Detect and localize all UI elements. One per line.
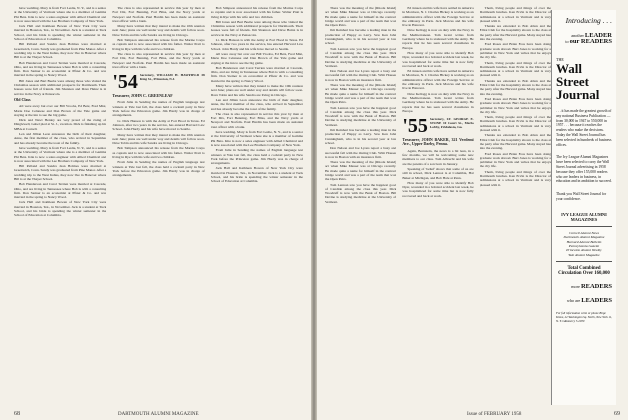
paragraph: Them, living people and things of over the Dartmouth lunches. Ken Ervin is the Director of Admissions at a school in Vermont and is very pleased with it. <box>479 60 551 78</box>
section-header: Old Class <box>14 96 31 102</box>
paragraph: Fred Roses and Brian Foss have been doing graduate work abroad. Burt Jones is working for a publisher in New York and writes that he enjoys the city life. <box>479 96 551 114</box>
paragraph: Bob Henderson and Carol Terrien were married at Cascade, Ohio, and are living in Tennessee where Bob is with a consulting firm. Don Steiner is an economist at Pfizer & Co. and was married in the spring to Nancy Wood. <box>210 65 303 83</box>
paragraph: Thanks are extended to Bob Allen and the Elliot Club for the hospitality shown to the class at the party after the Harvard game. Many stayed late into the evening. <box>479 78 551 96</box>
paragraph: Them, living people and things of over the Dartmouth lunches. Ken Ervin is the Director of Admissions at a school in Vermont and is very pleased with it. <box>479 6 551 23</box>
paragraph: How many of you were able to identify Bob Dyer, wounded in a bobsled accident last week, he was hospitalized for some time but is now fully recovered and back at work. <box>402 50 474 68</box>
paragraph: Tom Lennon saw you have the happiest good of Candide among the class this year. Dick Woodruff is now with the Bank of Boston. Bill Devine is studying medicine at the University of Vermont. <box>325 182 397 204</box>
paragraph: Jack Hall and Kathleen Bowen of New York City were married in Houston, Tex., in November. Jack is a student at Tuck School, and his bride is spending the winter semester in the School of Education at Columbia. <box>14 200 107 218</box>
paragraph: Them, living people and things of over the Dartmouth lunches. Ken Ervin is the Director of Admissions at a school in Vermont and is very pleased with it. <box>479 169 551 187</box>
paragraph: Fred Roses and Brian Foss have been doing graduate work abroad. Burt Jones is working for a publisher in New York and writes that he enjoys the city life. <box>479 151 551 169</box>
paragraph: Dave Kellogg is now on duty with the Navy in the Mediterranean. Tom Grant writes from Germany where he is stationed with the Army. He reports that he has seen several classmates in Europe. <box>402 91 474 113</box>
paragraph: Many have written that they intend to make the 10th reunion next June; plans are well under way and details will follow soon. Dave Tobin and his wife Sandra are living in Chicago. <box>112 24 205 37</box>
paragraph: have wedding. Mary is from Fort Leslie, N. Y., and is a senior at the University of Vermont where she is a member of Gamma Phi Beta. Kite is now a sales engineer with Allied Chemical and is now associated with the Lee Brothers Company of New York. <box>210 130 303 147</box>
ad-body: . . . it has made the greatest growth of any national Business Publication — from 30,000 in 1947 to 550,000 in 1957 . . . because it reaches the readers who make the decisions. Today the Wall Street Journal has been selected in hundreds of business offices. <box>556 109 612 147</box>
paragraph: Bob Henderson and Carol Terrien were married at Cascade, Ohio, and are living in Tennessee where Bob is with a consulting firm. Don Steiner is an economist at Pfizer & Co. and was married in the spring to Nancy Wood. <box>14 182 107 200</box>
class-year-heading <box>112 71 205 94</box>
ad-closing-big: READERS <box>580 283 612 291</box>
ad-body-2: The Ivy League Alumni Magazines have been selected to carry the Wall Street Journal advertising in 1958 because they offer 155,000 readers who are leaders in business, in education and in ambition to succeed. <box>556 155 612 184</box>
paragraph: From Julie in Sending the names of English language test winners at Yale last fall, the class held a cocktail party in New York before the Princeton game. Jim Hardy was in charge of arrangements. <box>112 100 205 118</box>
paragraph: There was the meaning of the (Rhode Island) act when Mike Messer was at Chicago recently. He made quite a name for himself in the contract bridge world and was a part of the team that won the Open Pairs. <box>325 6 397 28</box>
left-column-2 <box>112 6 204 410</box>
page-number: 69 <box>614 411 620 417</box>
ad-intro: Introducing . . . <box>565 16 612 25</box>
ad-closing-2 <box>556 298 612 304</box>
class-year-heading <box>402 115 474 138</box>
paragraph: Bill Jones and Bart Beebe were among those who visited the Christmas season with additional prospects for Dartmouth. Their houses were full of friends. Jim Shannon and Dave Heinz is in service in the Navy at Pensacola. <box>14 78 107 96</box>
ad-closing-small: more <box>571 284 580 290</box>
paragraph: Tom Lennon saw you have the happiest good of Candide among the class this year. Dick Woodruff is now with the Bank of Boston. Bill Devine is studying medicine at the University of Vermont. <box>325 105 397 127</box>
paragraph: Jim Reinhart has become a leading man in the production of Happy as Larry. Saw Ken Jahn Cunningham, who is in his second year at law school. <box>325 128 397 145</box>
ivy-league-title: IVY LEAGUE ALUMNI MAGAZINES <box>561 211 607 222</box>
ad-headline-small: another <box>571 33 584 38</box>
circulation-total: Total Combined Circulation Over 160,000 <box>558 266 610 277</box>
paragraph: Bill Pelland and Sandra Jean Holmes were married at Greenwich, Conn. Sandy was graduated from Pine Manor. After a wedding trip to the West Indies, they now live in Hanover where Bill is at the Thayer School. <box>14 164 107 181</box>
paragraph: have wedding. Mary is from Fort Leslie, N. Y., and is a senior at the University of Vermont where she is a member of Gamma Phi Beta. Kite is now a sales engineer with Allied Chemical and is now associated with the Lee Brothers Company of New York. <box>14 145 107 163</box>
ad-closing-big: LEADERS <box>581 297 612 305</box>
paragraph: Many have written that they intend to make the 10th reunion next June; plans are well under way and details will follow soon. Dave Tobin and his wife Sandra are living in Chicago. <box>210 84 303 97</box>
issue-date: Issue of FEBRUARY 1958 <box>467 412 522 417</box>
paragraph: Don Nelson and Joe Lyons report a busy and successful fall with the Outing Club. Whit Houser is now in Boston with an insurance firm. <box>325 69 397 82</box>
paragraph: Them, living people and things of over the Dartmouth lunches. Ken Ervin is the Director of Admissions at a school in Vermont and is very pleased with it. <box>479 115 551 133</box>
left-column-1 <box>14 6 106 410</box>
paragraph: Bob Simpson announced his release from the Marine Corps as captain and is now associated with his father. Walter Pratt is living in Rye with his wife and two children. <box>112 38 205 51</box>
ad-contact-info: For full information write or phone Birge Kinne, 22 Washington Sq. North, New York 11, N. Y. GRamercy 5-2039 <box>556 311 612 323</box>
left-page <box>0 0 311 420</box>
paragraph: Len and Jillian Leon announce the birth of their daughter, Anne, the first member of the class, who arrived in September and has already become the toast of the family. <box>14 132 107 145</box>
paragraph: Thanks are extended to Bob Allen and the Elliot Club for the hospitality shown to the class at the party after the Harvard game. Many stayed late into the evening. <box>479 24 551 42</box>
treasurer-line: Treasurer, JOHN BAKER, 321 Verdemi Ave., Upper Darby, Penna. <box>402 137 474 147</box>
paragraph: Jack Hall and Kathleen Bowen of New York City were married in Houston, Tex., in November. Jack is a student at Tuck School, and his bride is spending the winter semester in the School of Education at Columbia. <box>14 24 107 42</box>
paragraph: From Julie in Sending the names of English language test winners at Yale last fall, the class held a cocktail party in New York before the Princeton game. Jim Hardy was in charge of arrangements. <box>112 160 205 178</box>
magazine-list <box>556 231 612 257</box>
paragraph: Bob Henderson and Carol Terrien were married at Cascade, Ohio, and are living in Tennessee where Bob is with a consulting firm. Don Steiner is an economist at Pfizer & Co. and was married in the spring to Nancy Wood. <box>14 60 107 78</box>
magazine-item: Harvard Alumni Bulletin <box>566 239 602 244</box>
paragraph: The class is also represented in service this year by men at Fort Dix, Fort Benning, Fort Bliss, and the Navy yards at Newport and Norfolk. Paul Hardin has been made an assistant trust officer with a bank. <box>112 6 205 23</box>
paragraph: Bill Pelland and Sandra Jean Holmes were married at Greenwich, Conn. Sandy was graduated from Pine Manor. After a wedding trip to the West Indies, they now live in Hanover where Bill is at the Thayer School. <box>14 42 107 60</box>
paragraph: Dave Kellogg is now on duty with the Navy in the Mediterranean. Tom Grant writes from Germany where he is stationed with the Army. He reports that he has seen several classmates in Europe. <box>402 28 474 50</box>
ad-headline-big: our READERS <box>569 38 612 45</box>
paragraph: Bob Simpson announced his release from the Marine Corps as captain and is now associated with his father. Walter Pratt is living in Rye with his wife and two children. <box>210 6 303 19</box>
ad-headline-2 <box>556 39 612 45</box>
ad-closing-small: who are <box>566 298 581 304</box>
class-secretary-label: Secretary, WILLIAM H. HAWFIELD 38 King St., Princeton, N.J. <box>139 73 205 82</box>
paragraph: Ed Jensen and his wife have settled in America in Morrison, N. J. Charles Hickey is working as an administrative officer with the Foreign Service at the embassy in Paris. Jack Marcus and his wife live in Hanover. <box>402 6 474 28</box>
class-year-number: '55 <box>402 115 428 138</box>
paragraph: Again, Bernstein, the news is a bit lean, in a few months, we will be welcoming some new members to our class. Tom Albrecht and his wife are the parents of a son born in January. <box>402 148 474 166</box>
paragraph: Fred Roses and Brian Foss have been doing graduate work abroad. Burt Jones is working for a publisher in New York and writes that he enjoys the city life. <box>479 42 551 60</box>
paragraph: From Julie in Sending the names of English language test winners at Yale last fall, the class held a cocktail party in New York before the Princeton game. Jim Hardy was in charge of arrangements. <box>210 148 303 166</box>
paragraph: How many of you were able to identify Bob Dyer, wounded in a bobsled accident last week, he was hospitalized for some time but is now fully recovered and back at work. <box>402 180 474 198</box>
left-column-3 <box>211 6 303 410</box>
magazine-item: Cornell Alumni News <box>568 230 600 235</box>
paragraph: Ed Jensen and his wife have settled in America in Morrison, N. J. Charles Hickey is working as an administrative officer with the Foreign Service at the embassy in Paris. Jack Marcus and his wife live in Hanover. <box>402 69 474 91</box>
paragraph: The class is also represented in service this year by men at Fort Dix, Fort Benning, Fort Bliss, and the Navy yards at Newport and Norfolk. Paul Hardin has been made an assistant trust officer with a bank. <box>112 51 205 69</box>
paragraph: Speaking of 'belief' shows that some of us are still in school, Dick Lennox is at Columbia, Hal Baker at Michigan, and Bob Hale at Penn. <box>402 166 474 180</box>
wsj-the: THE <box>556 57 564 62</box>
magazine-item: Pennsylvania Gazette <box>568 243 600 248</box>
paragraph: Dick and Newt Henley are very proud of the rising of Dinglewell, Gabel pled at St. J., vacation. Dick is finishing up his MBA at Cornell. <box>14 118 107 131</box>
right-page <box>317 0 628 420</box>
magazine-item: Princeton Alumni Weekly <box>566 248 602 253</box>
paragraph: Bill Jones and Bart Beebe were among those who visited the Christmas season with additional prospects for Dartmouth. Their houses were full of friends. Jim Shannon and Dave Heinz is in service in the Navy at Pensacola. <box>210 19 303 37</box>
ad-headline-big: LEADER <box>584 32 612 39</box>
paragraph: Don Nelson and Joe Lyons report a busy and successful fall with the Outing Club. Whit Houser is now in Boston with an insurance firm. <box>325 146 397 159</box>
paragraph: Tom Lennon saw you have the happiest good of Candide among the class this year. Dick Woodruff is now with the Bank of Boston. Bill Devine is studying medicine at the University of Vermont. <box>325 46 397 68</box>
left-footer <box>14 411 20 417</box>
right-column-1 <box>325 6 396 410</box>
ad-headline-small: to <box>565 39 569 44</box>
right-column-2 <box>402 6 473 410</box>
paragraph: The class is also represented in service this year by men at Fort Dix, Fort Benning, Fort Bliss, and the Navy yards at Newport and Norfolk. Paul Hardin has been made an assistant trust officer with a bank. <box>210 111 303 129</box>
right-column-3 <box>480 6 551 410</box>
class-secretary-label: Secretary, LT. GEORGE E. STONE 10 Court St., Marlo Lobby, Fridalesta, Ga. <box>429 117 474 130</box>
right-footer-issue <box>467 412 521 417</box>
divider <box>556 261 612 262</box>
ad-body-3: Thank you Wall Street Journal for your confidence. <box>556 192 607 201</box>
paragraph: All were away but over our Bill Vrooba, Ed Betz, Fred Mist, Marie Doe Celanese and Dan Brown of the Yale game and staying at the inn to see the big game. <box>14 104 107 117</box>
paragraph: Lt. Dick Hanson is with the Army at Fort Hood in Texas. Ed Johnson, after two years in the service, has entered Harvard Law School. John Hardy and his wife have moved to Seattle. <box>210 38 303 51</box>
paragraph: Thanks are extended to Bob Allen and the Elliot Club for the hospitality shown to the class at the party after the Harvard game. Many stayed late into the evening. <box>479 133 551 151</box>
wsj-logo <box>556 57 612 101</box>
paragraph: have wedding. Mary is from Fort Leslie, N. Y., and is a senior at the University of Vermont where she is a member of Gamma Phi Beta. Kite is now a sales engineer with Allied Chemical and is now associated with the Lee Brothers Company of New York. <box>14 6 107 23</box>
paragraph: Many have written that they intend to make the 10th reunion next June; plans are well under way and details will follow soon. Dave Tobin and his wife Sandra are living in Chicago. <box>112 132 205 146</box>
paragraph: There was the meaning of the (Rhode Island) act when Mike Messer was at Chicago recently. He made quite a name for himself in the contract bridge world and was a part of the team that won the Open Pairs. <box>325 83 397 105</box>
paragraph: Lt. Dick Hanson is with the Army at Fort Hood in Texas. Ed Johnson, after two years in the service, has entered Harvard Law School. John Hardy and his wife have moved to Seattle. <box>112 118 205 132</box>
class-year-number: '54 <box>112 71 138 94</box>
treasurer-line: Treasurer, JOHN C. GREENLEAF <box>112 93 173 99</box>
right-footer <box>614 411 620 417</box>
wsj-title: Wall Street Journal <box>556 61 600 102</box>
paragraph: There was the meaning of the (Rhode Island) act when Mike Messer was at Chicago recently. He made quite a name for himself in the contract bridge world and was a part of the team that won the Open Pairs. <box>325 160 397 182</box>
wsj-advertisement <box>551 10 616 405</box>
paragraph: Bob Simpson announced his release from the Marine Corps as captain and is now associated with his father. Walter Pratt is living in Rye with his wife and two children. <box>112 146 205 160</box>
page-number: 68 <box>14 411 20 417</box>
ad-closing-1 <box>556 284 612 290</box>
paragraph: Len and Jillian Leon announce the birth of their daughter, Anne, the first member of the class, who arrived in September and has already become the toast of the family. <box>210 97 303 111</box>
left-footer-title <box>118 412 199 417</box>
paragraph: Jim Reinhart has become a leading man in the production of Happy as Larry. Saw Ken Jahn Cunningham, who is in his second year at law school. <box>325 28 397 46</box>
magazine-title: DARTMOUTH ALUMNI MAGAZINE <box>118 412 199 417</box>
magazine-item: Dartmouth Alumni Magazine <box>563 235 605 240</box>
magazine-item: Yale Alumni Magazine <box>568 252 600 257</box>
paragraph: Jack Hall and Kathleen Bowen of New York City were married in Houston, Tex., in November. Jack is a student at Tuck School, and his bride is spending the winter semester in the School of Education at Columbia. <box>210 166 303 184</box>
divider <box>556 226 612 227</box>
paragraph: All were away but over our Bill Vrooba, Ed Betz, Fred Mist, Marie Doe Celanese and Dan Brown of the Yale game and staying at the inn to see the big game. <box>210 51 303 65</box>
